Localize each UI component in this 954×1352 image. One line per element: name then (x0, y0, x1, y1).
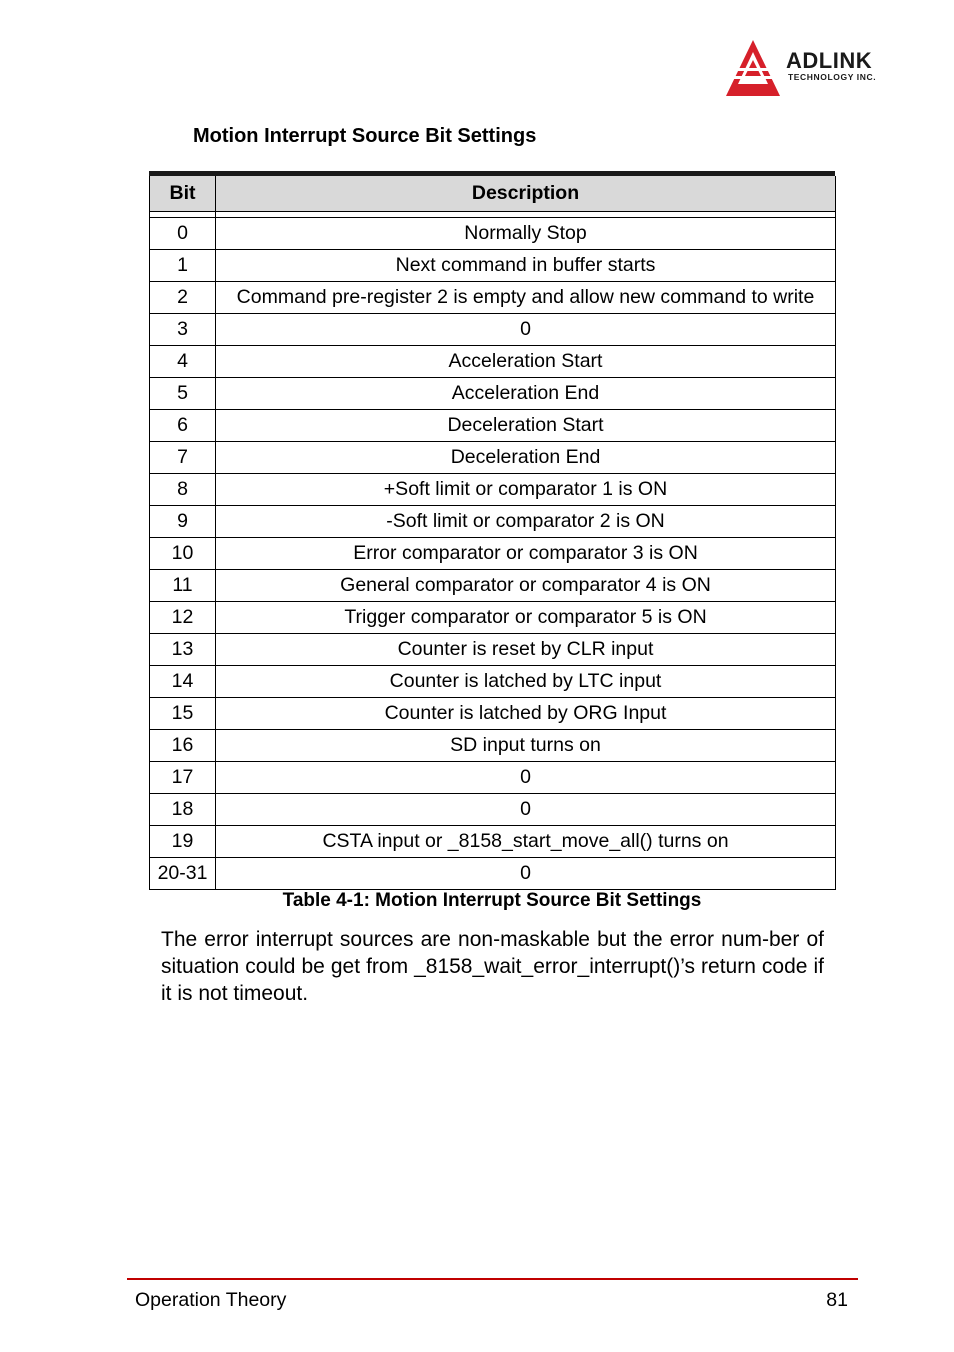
table-row (150, 570, 836, 602)
description-cell: General comparator or comparator 4 is ON (216, 570, 836, 602)
description-cell: Next command in buffer starts (216, 250, 836, 282)
footer-page-number: 81 (826, 1289, 848, 1311)
footer-section-name: Operation Theory (135, 1289, 287, 1311)
table-row (150, 698, 836, 730)
adlink-triangle-icon (722, 38, 784, 100)
table-row (150, 410, 836, 442)
description-cell: 0 (216, 858, 836, 890)
description-cell: Counter is latched by ORG Input (216, 698, 836, 730)
table-row (150, 474, 836, 506)
description-cell: Error comparator or comparator 3 is ON (216, 538, 836, 570)
bit-cell: 14 (150, 666, 216, 698)
description-cell: Deceleration Start (216, 410, 836, 442)
description-cell: 0 (216, 762, 836, 794)
bit-settings-table (149, 171, 835, 890)
bit-cell: 6 (150, 410, 216, 442)
table-row (150, 314, 836, 346)
description-cell: -Soft limit or comparator 2 is ON (216, 506, 836, 538)
description-cell: Normally Stop (216, 218, 836, 250)
table-row (150, 250, 836, 282)
bit-cell: 10 (150, 538, 216, 570)
table-row (150, 794, 836, 826)
bit-cell: 2 (150, 282, 216, 314)
column-header-description: Description (216, 176, 836, 212)
body-paragraph: The error interrupt sources are non-maskable but the error num-ber of situation could be get from _8158_wait_error_interrupt()’s return code if it is not timeout. (161, 928, 824, 1005)
bit-cell: 17 (150, 762, 216, 794)
table-row (150, 634, 836, 666)
bit-cell: 11 (150, 570, 216, 602)
bit-cell: 12 (150, 602, 216, 634)
description-cell: CSTA input or _8158_start_move_all() turns on (216, 826, 836, 858)
description-cell: Command pre-register 2 is empty and allow new command to write (216, 282, 836, 314)
table-row (150, 346, 836, 378)
description-cell: Deceleration End (216, 442, 836, 474)
description-cell: Trigger comparator or comparator 5 is ON (216, 602, 836, 634)
table-caption: Table 4-1: Motion Interrupt Source Bit Settings (282, 890, 702, 911)
bit-cell: 13 (150, 634, 216, 666)
bit-cell: 18 (150, 794, 216, 826)
table-row (150, 826, 836, 858)
bit-table (149, 176, 836, 890)
bit-cell: 9 (150, 506, 216, 538)
table-row (150, 666, 836, 698)
table-header-row (150, 176, 836, 212)
table-row (150, 282, 836, 314)
section-heading: Motion Interrupt Source Bit Settings (193, 125, 537, 147)
table-row (150, 858, 836, 890)
description-cell: +Soft limit or comparator 1 is ON (216, 474, 836, 506)
description-cell: 0 (216, 794, 836, 826)
description-cell: Counter is reset by CLR input (216, 634, 836, 666)
bit-cell: 5 (150, 378, 216, 410)
logo-subtext: TECHNOLOGY INC. (788, 72, 877, 82)
description-cell: SD input turns on (216, 730, 836, 762)
table-row (150, 762, 836, 794)
description-cell: Acceleration Start (216, 346, 836, 378)
table-row (150, 218, 836, 250)
footer-rule (127, 1278, 858, 1280)
table-row (150, 538, 836, 570)
table-row (150, 730, 836, 762)
table-row (150, 378, 836, 410)
table-row (150, 506, 836, 538)
description-cell: 0 (216, 314, 836, 346)
bit-cell: 20-31 (150, 858, 216, 890)
bit-cell: 4 (150, 346, 216, 378)
logo-wordmark: ADLINK (786, 48, 873, 73)
bit-cell: 0 (150, 218, 216, 250)
bit-cell: 15 (150, 698, 216, 730)
bit-cell: 8 (150, 474, 216, 506)
adlink-logo (722, 38, 912, 100)
bit-cell: 16 (150, 730, 216, 762)
column-header-bit: Bit (150, 176, 216, 212)
description-cell: Counter is latched by LTC input (216, 666, 836, 698)
bit-cell: 3 (150, 314, 216, 346)
table-row (150, 442, 836, 474)
table-row (150, 602, 836, 634)
description-cell: Acceleration End (216, 378, 836, 410)
bit-cell: 19 (150, 826, 216, 858)
bit-cell: 1 (150, 250, 216, 282)
bit-cell: 7 (150, 442, 216, 474)
